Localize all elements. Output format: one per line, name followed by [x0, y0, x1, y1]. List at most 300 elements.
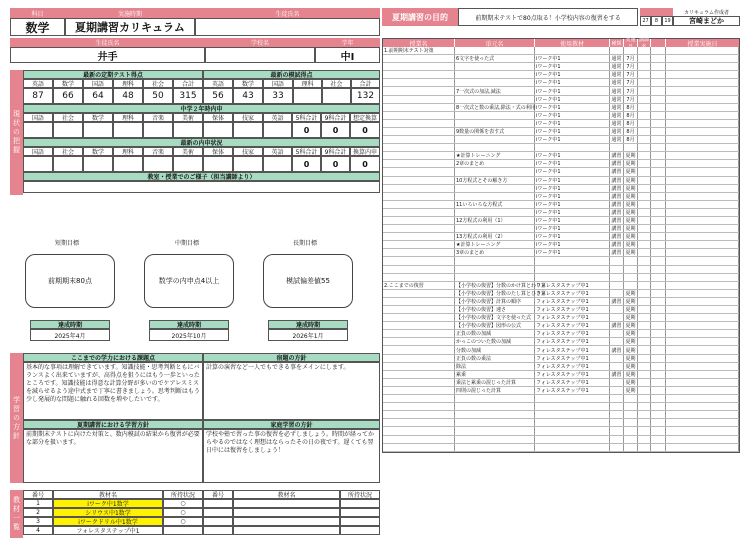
cur-done: [666, 47, 739, 54]
cur-material: iワーク中1: [535, 177, 610, 184]
cur-teacher: [638, 330, 651, 337]
cur-done: [666, 177, 739, 184]
cur-type: 講習: [610, 177, 624, 184]
cur-material: フォレスタステップ中1: [535, 363, 610, 370]
material-number: 1: [23, 499, 53, 508]
date-header: [640, 8, 673, 16]
cur-teacher: [638, 152, 651, 159]
curriculum-row: [383, 403, 739, 411]
cur-unit: [455, 444, 535, 451]
cur-type: [610, 363, 624, 370]
goal-title: 夏期講習の目的: [382, 8, 458, 26]
cur-teacher: [638, 274, 651, 281]
cur-extra: [651, 112, 666, 119]
cur-type: [610, 436, 624, 443]
cur-extra: [651, 177, 666, 184]
naishin-value-cell: [263, 156, 292, 172]
cur-lesson: [383, 290, 455, 297]
cur-date: 夏期: [624, 290, 638, 297]
cur-unit: ★計算トレーニング: [455, 241, 535, 248]
cur-lesson: [383, 306, 455, 313]
cur-done: [666, 419, 739, 426]
cur-lesson: [383, 136, 455, 143]
cur-material: フォレスタステップ中1: [535, 290, 610, 297]
student-value: [195, 18, 380, 36]
cur-type: [610, 411, 624, 418]
cur-done: [666, 371, 739, 378]
cur-lesson: [383, 444, 455, 451]
cur-type: [610, 355, 624, 362]
curriculum-row: [383, 290, 739, 298]
cur-done: [666, 193, 739, 200]
cur-date-header: 実施日: [624, 39, 638, 47]
cur-unit: 分数の加減: [455, 346, 535, 353]
naishin-header-cell: 美術: [173, 147, 203, 156]
cur-unit: 12方程式の利用（1）: [455, 217, 535, 224]
curriculum-row: [383, 314, 739, 322]
cur-type: 講習: [610, 201, 624, 208]
material-owned: [163, 526, 203, 535]
subject-value: 数学: [10, 18, 65, 36]
curriculum-row: [383, 144, 739, 152]
cur-extra: [651, 185, 666, 192]
cur-material: [535, 257, 610, 264]
cur-material: iワーク中1: [535, 225, 610, 232]
cur-done: [666, 241, 739, 248]
cur-teacher: [638, 168, 651, 175]
naishin2-header-cell: 9科合計: [321, 113, 350, 122]
material-name: iワーク中1数学: [53, 499, 163, 508]
curriculum-row: [383, 185, 739, 193]
moshi-header-cell: 社会: [322, 79, 351, 88]
cur-type: [610, 47, 624, 54]
cur-extra: [651, 47, 666, 54]
school-header: 学校名: [205, 38, 315, 47]
grade-value: 中Ⅰ: [315, 47, 380, 63]
curriculum-row: [383, 128, 739, 136]
cur-material: iワーク中1: [535, 55, 610, 62]
naishin2-value-cell: [53, 122, 83, 138]
teiki-header-cell: 合計: [173, 79, 203, 88]
short-goal-box: 前期期末80点: [25, 254, 115, 308]
cur-done: [666, 144, 739, 151]
naishin2-header-cell: 国語: [23, 113, 53, 122]
cur-extra: [651, 314, 666, 321]
cur-material: フォレスタステップ中1: [535, 314, 610, 321]
cur-material: [535, 144, 610, 151]
cur-extra: [651, 306, 666, 313]
curriculum-row: [383, 411, 739, 419]
cur-teacher: [638, 355, 651, 362]
cur-extra: [651, 322, 666, 329]
moshi-header-cell: 国語: [263, 79, 293, 88]
cur-lesson: [383, 233, 455, 240]
long-time: 2026年1月: [268, 329, 348, 341]
cur-date: [624, 436, 638, 443]
cur-type: 通常: [610, 63, 624, 70]
naishin-header-cell: 保体: [203, 147, 233, 156]
cur-unit: 乗法と累乗の混じった計算: [455, 379, 535, 386]
cur-extra: [651, 71, 666, 78]
cur-unit: [455, 71, 535, 78]
cur-type: [610, 379, 624, 386]
cur-unit: 10方程式とその解き方: [455, 177, 535, 184]
cur-material: iワーク中1: [535, 168, 610, 175]
cur-done: [666, 436, 739, 443]
author-name: 宮崎まどか: [673, 16, 740, 26]
naishin2-header-cell: 想定換算: [350, 113, 380, 122]
cur-done: [666, 298, 739, 305]
cur-extra: [651, 55, 666, 62]
cur-date: 夏期: [624, 330, 638, 337]
cur-done: [666, 282, 739, 289]
cur-material: iワーク中1: [535, 201, 610, 208]
short-time: 2025年4月: [30, 329, 110, 341]
cur-unit: [455, 120, 535, 127]
cur-date: 7月: [624, 96, 638, 103]
naishin2-header-cell: 英語: [263, 113, 292, 122]
cur-material: フォレスタステップ中1: [535, 298, 610, 305]
materials-side-label: 教材一覧: [10, 490, 23, 538]
short-time-label: 達成時期: [30, 320, 110, 329]
cur-extra: [651, 427, 666, 434]
cur-type-header: 種類: [610, 39, 624, 47]
cur-unit: 8一次式と数の乗法,除法・式の利用: [456, 104, 536, 111]
teiki-score-cell: 315: [173, 88, 203, 104]
curriculum-row: [383, 298, 739, 306]
teiki-title: 最新の定期テスト得点: [23, 70, 203, 79]
moshi-header-cell: 理科: [293, 79, 322, 88]
status-side-label: 現状の把握: [10, 70, 23, 195]
cur-done-header: 授業実施日: [666, 39, 739, 47]
cur-date: 8月: [624, 120, 638, 127]
cur-teacher: [638, 201, 651, 208]
cur-done: [666, 379, 739, 386]
cur-date: 夏期: [624, 387, 638, 394]
cur-extra: [651, 371, 666, 378]
material-name: フォレスタステップ中1: [53, 526, 163, 535]
curriculum-row: [383, 233, 739, 241]
naishin-header-cell: 換算内申: [350, 147, 380, 156]
teiki-header-cell: 理科: [113, 79, 143, 88]
cur-extra: [651, 403, 666, 410]
cur-unit: [455, 136, 535, 143]
cur-extra: [651, 436, 666, 443]
naishin-value-cell: [173, 156, 203, 172]
cur-extra: [651, 136, 666, 143]
cur-unit: [455, 47, 535, 54]
cur-extra: [651, 152, 666, 159]
student-header: 生徒氏名: [195, 8, 380, 18]
cur-done: [666, 160, 739, 167]
cur-lesson: [383, 249, 455, 256]
cur-date: 夏期: [624, 225, 638, 232]
cur-done: [666, 112, 739, 119]
cur-type: [610, 403, 624, 410]
mat-no-header-2: 番号: [203, 490, 233, 499]
cur-extra: [651, 104, 666, 111]
cur-unit: 【小学校の復習】分数のたし算とひき算: [456, 290, 547, 297]
cur-date: 8月: [624, 112, 638, 119]
cur-unit: [455, 266, 535, 273]
cur-extra: [651, 355, 666, 362]
cur-type: 講習: [610, 225, 624, 232]
curriculum-row: [383, 395, 739, 403]
cur-extra: [651, 282, 666, 289]
naishin-value-cell: 0: [321, 156, 350, 172]
cur-lesson: [383, 314, 455, 321]
moshi-score-cell: 132: [351, 88, 380, 104]
cur-extra: [651, 120, 666, 127]
teiki-score-cell: 50: [143, 88, 173, 104]
cur-lesson: [383, 71, 455, 78]
cur-material: iワーク中1: [535, 136, 610, 143]
cur-date: [624, 144, 638, 151]
cur-done: [666, 314, 739, 321]
cur-date: 夏期: [624, 152, 638, 159]
mat-name-header: 教材名: [53, 490, 163, 499]
cur-date: [624, 47, 638, 54]
curriculum-row: [383, 152, 739, 160]
cur-unit: 3章のまとめ: [455, 249, 535, 256]
cur-done: [666, 346, 739, 353]
cur-type: 講習: [610, 371, 624, 378]
curriculum-row: [383, 379, 739, 387]
naishin2-header-cell: 保体: [203, 113, 233, 122]
home-study-title: 家庭学習の方針: [203, 420, 380, 429]
naishin-value-cell: [203, 156, 233, 172]
cur-material: iワーク中1: [535, 241, 610, 248]
cur-done: [666, 290, 739, 297]
cur-done: [666, 209, 739, 216]
cur-teacher: [638, 160, 651, 167]
cur-teacher-header: 講師名: [638, 37, 649, 50]
cur-teacher: [638, 217, 651, 224]
cur-unit: ★計算トレーニング: [455, 152, 535, 159]
cur-type: [610, 290, 624, 297]
cur-unit: [455, 193, 535, 200]
material-number-2: [203, 499, 233, 508]
naishin2-value-cell: [233, 122, 263, 138]
cur-teacher: [638, 379, 651, 386]
material-name-2: [233, 499, 340, 508]
cur-type: [610, 306, 624, 313]
cur-unit: [455, 112, 535, 119]
cur-unit: [455, 96, 535, 103]
cur-lesson: [383, 379, 455, 386]
cur-unit: 除法: [455, 363, 535, 370]
cur-teacher: [638, 55, 651, 62]
cur-unit: 正負の数の乗法: [455, 355, 535, 362]
cur-done: [666, 185, 739, 192]
cur-date: 夏期: [624, 168, 638, 175]
naishin-value-cell: [143, 156, 173, 172]
cur-teacher: [638, 136, 651, 143]
cur-material: iワーク中1: [535, 160, 610, 167]
cur-extra-header: [651, 39, 666, 47]
cur-type: [610, 282, 624, 289]
cur-lesson: [383, 55, 455, 62]
cur-teacher: [638, 395, 651, 402]
cur-extra: [651, 298, 666, 305]
material-number: 2: [23, 508, 53, 517]
date-day: 19: [662, 16, 673, 26]
cur-material: [535, 395, 610, 402]
cur-lesson: [383, 96, 455, 103]
cur-date: 8月: [624, 104, 638, 111]
cur-material: [535, 436, 610, 443]
naishin-value-cell: [53, 156, 83, 172]
cur-lesson: [383, 322, 455, 329]
cur-done: [666, 363, 739, 370]
cur-material: iワーク中1: [535, 79, 610, 86]
mid-goal-box: 数学の内申点4以上: [144, 254, 234, 308]
cur-type: 通常: [610, 120, 624, 127]
cur-unit: [455, 144, 535, 151]
cur-extra: [651, 160, 666, 167]
curriculum-row: [383, 136, 739, 144]
cur-done: [666, 104, 739, 111]
cur-extra: [651, 266, 666, 273]
cur-date: 7月: [624, 55, 638, 62]
cur-teacher: [638, 257, 651, 264]
name-header: 生徒氏名: [10, 38, 205, 47]
cur-unit: [455, 436, 535, 443]
curriculum-row: [383, 257, 739, 265]
material-name-2: [233, 517, 340, 526]
naishin-header-cell: 国語: [23, 147, 53, 156]
cur-type: 通常: [610, 87, 624, 94]
material-owned-2: [340, 508, 380, 517]
cur-unit: 7一次式の加法,減法: [455, 87, 535, 94]
mid-time-label: 達成時期: [149, 320, 229, 329]
curriculum-row: [383, 63, 739, 71]
long-goal-label: 長期目標: [293, 240, 318, 247]
cur-material: iワーク中1: [535, 120, 610, 127]
cur-teacher: [638, 193, 651, 200]
cur-done: [666, 120, 739, 127]
cur-unit-header: 単元名: [455, 39, 535, 47]
naishin2-value-cell: [263, 122, 292, 138]
cur-lesson: [383, 128, 455, 135]
cur-done: [666, 225, 739, 232]
cur-extra: [651, 411, 666, 418]
naishin-value-cell: 0: [350, 156, 380, 172]
analysis-title: ここまでの学力における課題点: [23, 353, 203, 362]
moshi-header-cell: 合計: [351, 79, 380, 88]
cur-unit: [455, 403, 535, 410]
cur-type: [610, 266, 624, 273]
naishin2-header-cell: 数学: [83, 113, 113, 122]
curriculum-row: [383, 371, 739, 379]
cur-done: [666, 128, 739, 135]
cur-unit: [455, 209, 535, 216]
cur-done: [666, 168, 739, 175]
cur-unit: 11いろいろな方程式: [455, 201, 535, 208]
period-header: 実施時期: [65, 8, 195, 18]
cur-material: [535, 411, 610, 418]
cur-type: [610, 144, 624, 151]
naishin-value-cell: 0: [292, 156, 321, 172]
cur-done: [666, 403, 739, 410]
moshi-score-cell: 56: [203, 88, 233, 104]
cur-unit: [455, 225, 535, 232]
material-number-2: [203, 508, 233, 517]
home-study-text: 学校や塾で習った事の復習を必ずしましょう。時間が経ってからやるのではなく理想はならったその日の夜です。遅くても翌日中には復習をしましょう！: [203, 429, 380, 483]
cur-lesson: [383, 177, 455, 184]
cur-done: [666, 96, 739, 103]
cur-teacher: [638, 233, 651, 240]
cur-type: [610, 274, 624, 281]
cur-lesson: [383, 160, 455, 167]
cur-lesson: 1.前期期末テスト対策: [383, 47, 455, 54]
cur-done: [666, 274, 739, 281]
mid-goal-label: 中期目標: [175, 240, 200, 247]
cur-teacher: [638, 363, 651, 370]
cur-teacher: [638, 79, 651, 86]
cur-date: [624, 274, 638, 281]
material-owned-2: [340, 517, 380, 526]
cur-done: [666, 427, 739, 434]
naishin-value-cell: [233, 156, 263, 172]
cur-date: 夏期: [624, 379, 638, 386]
cur-unit: 9数量の関係を表す式: [455, 128, 535, 135]
cur-lesson: [383, 120, 455, 127]
cur-lesson: [383, 217, 455, 224]
cur-material: フォレスタステップ中1: [535, 379, 610, 386]
cur-teacher: [638, 185, 651, 192]
cur-lesson: [383, 152, 455, 159]
cur-type: 通常: [610, 55, 624, 62]
cur-done: [666, 55, 739, 62]
cur-extra: [651, 201, 666, 208]
naishin-header-cell: 理科: [113, 147, 143, 156]
cur-teacher: [638, 120, 651, 127]
cur-done: [666, 71, 739, 78]
cur-date: 夏期: [624, 314, 638, 321]
cur-teacher: [638, 436, 651, 443]
naishin2-header-cell: 理科: [113, 113, 143, 122]
cur-done: [666, 395, 739, 402]
teiki-score-cell: 64: [83, 88, 113, 104]
plan-side-label: 学習の方針: [10, 353, 23, 483]
curriculum-row: [383, 217, 739, 225]
naishin2-value-cell: 0: [350, 122, 380, 138]
cur-lesson: [383, 411, 455, 418]
cur-unit: 累乗: [455, 371, 535, 378]
cur-type: 講習: [610, 209, 624, 216]
curriculum-table: [382, 38, 740, 453]
moshi-title: 最新の模試得点: [203, 70, 380, 79]
cur-type: [610, 395, 624, 402]
naishin2-header-cell: 美術: [173, 113, 203, 122]
material-name: シリウス中1数学: [53, 508, 163, 517]
teiki-header-cell: 数学: [53, 79, 83, 88]
material-number-2: [203, 517, 233, 526]
cur-done: [666, 338, 739, 345]
cur-date: 夏期: [624, 241, 638, 248]
naishin2-value-cell: [113, 122, 143, 138]
cur-type: 講習: [610, 249, 624, 256]
cur-done: [666, 249, 739, 256]
cur-extra: [651, 225, 666, 232]
curriculum-row: [383, 419, 739, 427]
material-number: 3: [23, 517, 53, 526]
cur-teacher: [638, 96, 651, 103]
material-owned: ○: [163, 499, 203, 508]
cur-material: iワーク中1: [535, 185, 610, 192]
curriculum-row: [383, 201, 739, 209]
